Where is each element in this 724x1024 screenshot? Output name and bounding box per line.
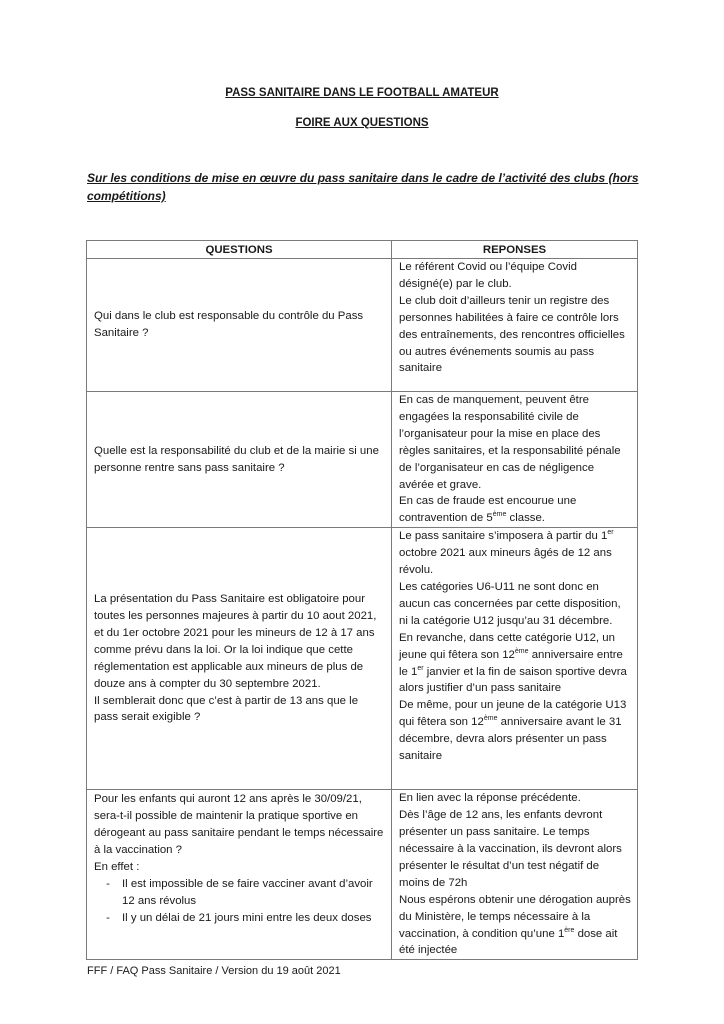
answer-text: En cas de manquement, peuvent être engagées la responsabilité civile de l’organisateur pour la mise en place des règles sanitaires, et la responsabilité pénale de l’organisateur en cas de négligence avérée et grave.	[399, 394, 621, 491]
question-cell	[87, 790, 392, 960]
question-text: Quelle est la responsabilité du club et de la mairie si une personne rentre sans pass sanitaire ?	[94, 444, 379, 474]
list-item: - Il est impossible de se faire vacciner avant d’avoir 12 ans révolus	[106, 877, 373, 907]
question-text: Pour les enfants qui auront 12 ans après le 30/09/21, sera-t-il possible de maintenir la pratique sportive en dérogeant au pass sanitaire pendant le temps nécessaire à la vaccination ?	[94, 793, 384, 856]
page-footer: FFF / FAQ Pass Sanitaire / Version du 19 août 2021	[87, 965, 341, 977]
table-header-row	[87, 241, 638, 259]
question-bullet-list	[94, 876, 385, 927]
question-text: Qui dans le club est responsable du contrôle du Pass Sanitaire ?	[94, 310, 364, 339]
question-cell	[87, 259, 392, 392]
answer-text: En revanche, dans cette catégorie U12, un jeune qui fêtera son 12ème anniversaire entre le 1er janvier et la fin de saison sportive devra alors justifier d’un pass sanitaire	[399, 631, 627, 695]
table-row	[87, 528, 638, 790]
list-item: - Il y un délai de 21 jours mini entre les deux doses	[106, 911, 372, 924]
section-intro: Sur les conditions de mise en œuvre du pass sanitaire dans le cadre de l’activité des clubs (hors compétitions)	[87, 171, 639, 203]
table-row	[87, 790, 638, 960]
answer-text: Le référent Covid ou l’équipe Covid désigné(e) par le club.	[399, 261, 577, 290]
question-cell	[87, 528, 392, 790]
header-reponses: REPONSES	[392, 241, 638, 259]
faq-table	[86, 240, 638, 960]
question-text: La présentation du Pass Sanitaire est obligatoire pour toutes les personnes majeures à partir du 10 aout 2021, et du 1er octobre 2021 pour les mineurs de 12 à 17 ans comme prévu dans la loi. Or la loi indique que cette réglementation est applicable aux mineurs de plus de douze ans à compter du 30 septembre 2021.	[94, 593, 377, 690]
question-text: Il semblerait donc que c’est à partir de 13 ans que le pass serait exigible ?	[94, 694, 359, 724]
answer-text: Le pass sanitaire s’imposera à partir du 1er octobre 2021 aux mineurs âgés de 12 ans révolu.	[399, 529, 614, 577]
table-row	[87, 259, 638, 392]
document-subtitle: FOIRE AUX QUESTIONS	[295, 117, 429, 129]
document-title: PASS SANITAIRE DANS LE FOOTBALL AMATEUR	[225, 87, 499, 99]
table-row	[87, 392, 638, 528]
answer-cell	[392, 392, 638, 528]
answer-text: Dès l’âge de 12 ans, les enfants devront présenter un pass sanitaire. Le temps nécessaire à la vaccination, ils devront alors présenter le résultat d’un test négatif de moins de 72h	[399, 809, 622, 889]
question-text: En effet :	[94, 860, 140, 873]
header-questions: QUESTIONS	[87, 241, 392, 259]
answer-cell	[392, 259, 638, 392]
answer-text: En cas de fraude est encourue une contravention de 5ème classe.	[399, 495, 577, 525]
answer-text: Les catégories U6-U11 ne sont donc en aucun cas concernées par cette disposition, ni la catégorie U12 jusqu’au 31 décembre.	[399, 580, 621, 627]
answer-text: De même, pour un jeune de la catégorie U13 qui fêtera son 12ème anniversaire avant le 31 décembre, devra alors présenter un pass sanitaire	[399, 699, 627, 763]
answer-text: Le club doit d’ailleurs tenir un registre des personnes habilitées à faire ce contrôle lors des entraînements, des rencontres officielles ou autres événements soumis au pass sanitaire	[399, 294, 625, 375]
answer-text: Nous espérons obtenir une dérogation auprès du Ministère, le temps nécessaire à la vaccination, à condition qu’une 1ère dose ait été injectée	[399, 893, 631, 957]
question-cell	[87, 392, 392, 528]
answer-cell	[392, 528, 638, 790]
answer-text: En lien avec la réponse précédente.	[399, 792, 581, 805]
answer-cell	[392, 790, 638, 960]
